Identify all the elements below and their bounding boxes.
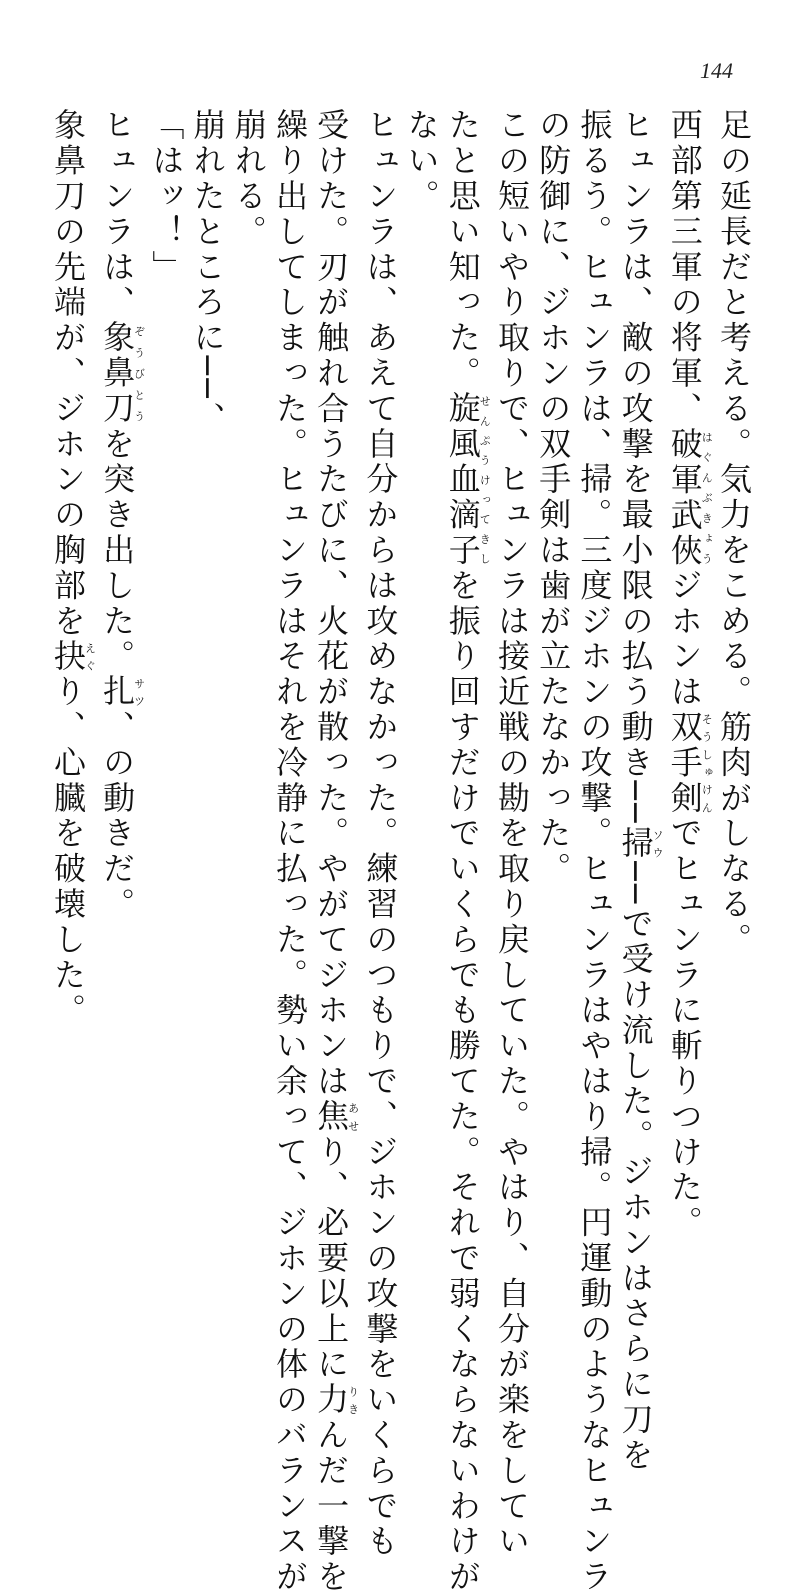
ruby-reading: あせ	[346, 1099, 360, 1135]
ruby-base: 焦	[312, 1099, 351, 1135]
ruby-word	[312, 1099, 360, 1135]
ruby-base: 象鼻刀	[98, 320, 137, 427]
ruby-base: 力	[312, 1382, 351, 1418]
text-line: 崩れる。	[229, 108, 268, 250]
text-line: 繰り出してしまった。ヒュンラはそれを冷静に払った。勢い余って、ジホンの体のバランスが	[270, 108, 309, 1595]
ruby-base: 双手剣	[665, 709, 704, 817]
ruby-reading: ソウ	[651, 825, 665, 862]
ruby-word	[312, 1382, 360, 1418]
ruby-base: 旋風血滴子	[443, 391, 482, 569]
text-segment: ジホンは	[665, 568, 704, 710]
text-segment: 象鼻刀の先端が、ジホンの胸部を	[48, 108, 87, 639]
ruby-base: 掃	[616, 825, 655, 862]
ruby-word	[48, 639, 97, 675]
ruby-word	[98, 674, 146, 710]
text-line	[614, 108, 665, 1474]
text-segment: んだ一撃を	[312, 1417, 351, 1595]
ruby-reading: はぐんぶきょう	[700, 426, 714, 569]
text-segment: を突き出した。	[98, 426, 137, 675]
ruby-base: 扎	[98, 674, 137, 710]
text-segment: ──で受け流した。ジホンはさらに刀を	[616, 861, 655, 1474]
text-segment: ヒュンラは、	[98, 108, 137, 321]
text-line: 足の延長だと考える。気力をこめる。筋肉がしなる。	[715, 108, 753, 958]
ruby-reading: りき	[346, 1382, 360, 1418]
text-line	[664, 108, 714, 1241]
text-line: 振るう。ヒュンラは、掃。三度ジホンの攻撃。ヒュンラはやはり掃。円運動のようなヒュンラ	[575, 108, 614, 1595]
body-text	[48, 108, 754, 1595]
ruby-reading: えぐ	[83, 639, 97, 675]
ruby-base: 抉	[48, 639, 87, 675]
text-line: ない。	[402, 108, 441, 215]
text-segment: 、の動きだ。	[98, 709, 137, 923]
ruby-reading: そうしゅけん	[700, 709, 714, 817]
text-segment: り、心臓を破壊した。	[48, 674, 87, 1029]
text-line: ヒュンラは、あえて自分からは攻めなかった。練習のつもりで、ジホンの攻撃をいくらでも	[361, 108, 400, 1560]
text-segment: ヒュンラは、敵の攻撃を最小限の払う動き──	[616, 108, 655, 826]
text-line	[442, 108, 492, 1595]
text-line: この短いやり取りで、ヒュンラは接近戦の勘を取り戻していた。やはり、自分が楽をしてい	[492, 108, 531, 1560]
ruby-word	[665, 709, 714, 817]
ruby-reading: サツ	[132, 674, 146, 710]
ruby-word	[616, 825, 665, 862]
text-line	[47, 108, 96, 1138]
ruby-word	[98, 320, 146, 427]
text-line	[96, 108, 145, 1138]
text-segment: でヒュンラに斬りつけた。	[665, 816, 704, 1241]
page-number: 144	[700, 58, 733, 83]
ruby-base: 破軍武俠	[665, 426, 704, 569]
text-line: 崩れたところに──、	[188, 108, 227, 437]
ruby-reading: せんぷうけってきし	[478, 391, 492, 569]
text-line	[310, 108, 360, 1595]
text-segment: 西部第三軍の将軍、	[665, 108, 704, 427]
text-line: の防御に、ジホンの双手剣は歯が立たなかった。	[534, 108, 573, 887]
text-segment: 受けた。刃が触れ合うたびに、火花が散った。やがてジホンは	[312, 108, 351, 1100]
text-segment: り、必要以上に	[312, 1134, 351, 1383]
text-segment: を振り回すだけでいくらでも勝てた。それで弱くならないわけが	[443, 568, 482, 1595]
ruby-word	[443, 391, 492, 569]
ruby-reading: ぞうびとう	[132, 320, 146, 427]
text-line: 「はッ！」	[147, 108, 186, 285]
ruby-word	[665, 426, 714, 569]
text-segment: たと思い知った。	[443, 108, 482, 392]
